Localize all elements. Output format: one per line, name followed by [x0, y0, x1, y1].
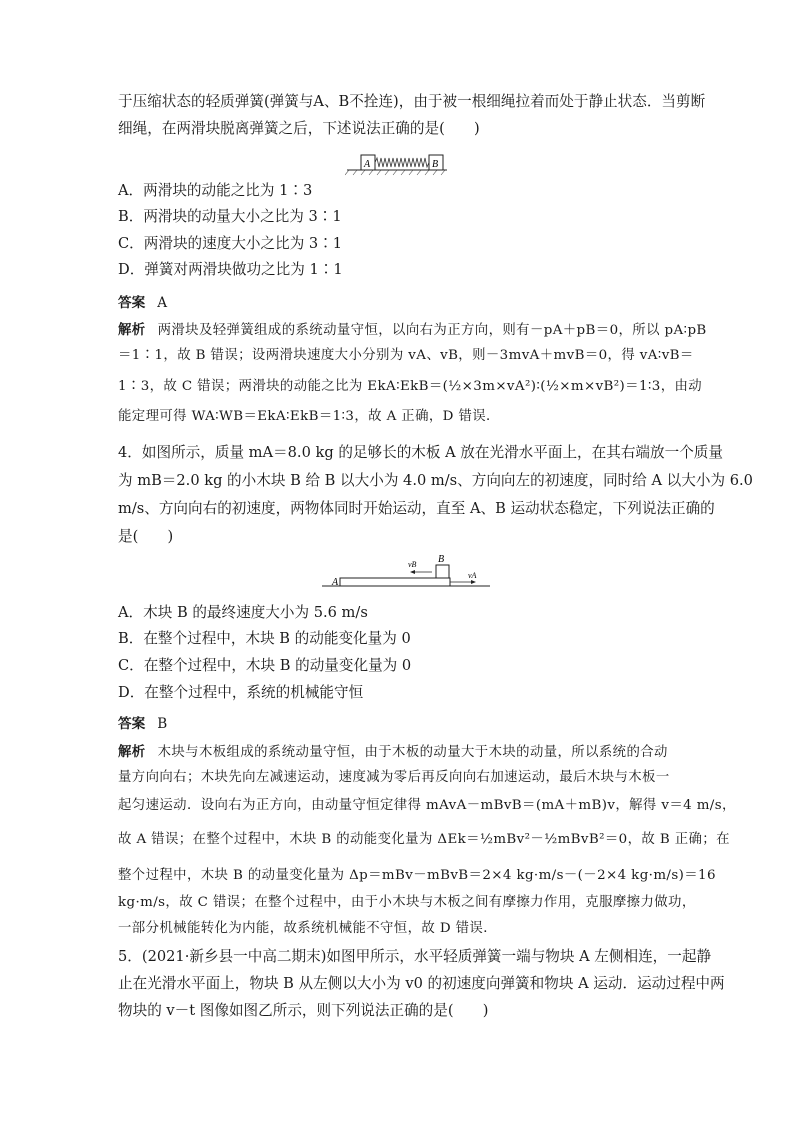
q4-answer-value: B — [157, 716, 168, 732]
q3-explain-line-2: ＝1∶1，故 B 错误；设两滑块速度大小分别为 vA、vB，则－3mvA＋mvB＝0，得 vA∶vB＝ — [118, 348, 694, 363]
q3-answer — [118, 293, 678, 313]
q4-stem-line-3: m/s、方向向右的初速度，两物体同时开始运动，直至 A、B 运动状态稳定，下列说法正确的 — [118, 500, 715, 517]
q4-explain-line-3: 起匀速运动．设向右为正方向，由动量守恒定律得 mAvA－mBvB＝(mA＋mB)v，解得 v＝4 m/s， — [118, 798, 736, 813]
block-b-shape — [436, 565, 449, 578]
board-a-label: A — [332, 577, 339, 588]
q4-answer — [118, 714, 678, 734]
q3-spring-figure — [345, 150, 449, 176]
q4-board-figure — [320, 548, 492, 592]
q4-explain-line-4: 故 A 错误；在整个过程中，木块 B 的动能变化量为 ΔEk＝½mBv²－½mBvB²＝0，故 B 正确；在 — [118, 832, 730, 847]
q3-option-c: C．两滑块的速度大小之比为 3∶1 — [118, 235, 343, 252]
block-a-label: A — [364, 159, 371, 170]
board-a-shape — [340, 578, 450, 586]
q4-explain-line-5: 整个过程中，木块 B 的动量变化量为 Δp＝mBv－mBvB＝2×4 kg·m/s－(－2×4 kg·m/s)＝16 — [118, 868, 716, 883]
q4-explain-line-1: 解析 木块与木板组成的系统动量守恒，由于木板的动量大于木块的动量，所以系统的合动 — [118, 744, 668, 760]
q3-explain-line-1: 解析 两滑块及轻弹簧组成的系统动量守恒，以向右为正方向，则有－pA＋pB＝0，所以 pA∶pB — [118, 322, 707, 338]
block-b-label: B — [438, 554, 445, 565]
spring-shape — [375, 158, 429, 167]
q4-stem-line-4: 是( ) — [118, 528, 174, 545]
q3-explain-label: 解析 — [118, 322, 146, 338]
q4-stem-line-2: 为 mB＝2.0 kg 的小木块 B 给 B 以大小为 4.0 m/s、方向向左的初速度，同时给 A 以大小为 6.0 — [118, 472, 753, 489]
q3-stem-line-2: 细绳，在两滑块脱离弹簧之后，下述说法正确的是( ) — [118, 120, 480, 137]
q3-answer-label: 答案 — [118, 295, 146, 311]
q4-option-c: C．在整个过程中，木块 B 的动量变化量为 0 — [118, 657, 412, 674]
q3-option-b: B．两滑块的动量大小之比为 3∶1 — [118, 208, 342, 225]
q4-answer-label: 答案 — [118, 716, 146, 732]
q4-explain-line-7: 一部分机械能转化为内能，故系统机械能不守恒，故 D 错误． — [118, 921, 498, 936]
q5-stem-line-2: 止在光滑水平面上，物块 B 从左侧以大小为 v0 的初速度向弹簧和物块 A 运动．运动过程中两 — [118, 975, 725, 992]
q3-stem-line-1: 于压缩状态的轻质弹簧(弹簧与A、B不拴连)，由于被一根细绳拉着而处于静止状态．当剪断 — [118, 93, 706, 110]
q4-explain-line-6: kg·m/s，故 C 错误；在整个过程中，由于小木块与木板之间有摩擦力作用，克服摩擦力做功， — [118, 895, 696, 910]
q4-option-a: A．木块 B 的最终速度大小为 5.6 m/s — [118, 604, 368, 621]
q3-explain-line-3: 1∶3，故 C 错误；两滑块的动能之比为 EkA∶EkB＝(½×3m×vA²)∶(½×m×vB²)＝1∶3，由动 — [118, 379, 703, 394]
q4-option-b: B．在整个过程中，木块 B 的动能变化量为 0 — [118, 630, 411, 647]
q5-stem-line-3: 物块的 v－t 图像如图乙所示，则下列说法正确的是( ) — [118, 1002, 489, 1019]
q4-option-d: D．在整个过程中，系统的机械能守恒 — [118, 684, 364, 701]
q3-option-d: D．弹簧对两滑块做功之比为 1∶1 — [118, 261, 343, 278]
q5-stem-line-1: 5．(2021·新乡县一中高二期末)如图甲所示，水平轻质弹簧一端与物块 A 左侧相连，一起静 — [118, 948, 712, 965]
q3-option-a: A．两滑块的动能之比为 1∶3 — [118, 182, 313, 199]
block-b-label: B — [432, 159, 439, 170]
q3-answer-value: A — [157, 295, 168, 311]
q4-stem-line-1: 4．如图所示，质量 mA＝8.0 kg 的足够长的木板 A 放在光滑水平面上，在其右端放一个质量 — [118, 444, 723, 461]
q4-explain-line-2: 量方向向右；木块先向左减速运动，速度减为零后再反向向右加速运动，最后木块与木板一 — [118, 770, 670, 785]
va-label: vA — [468, 571, 477, 580]
q3-explain-line-4: 能定理可得 WA∶WB＝EkA∶EkB＝1∶3，故 A 正确，D 错误． — [118, 409, 500, 424]
q4-explain-label: 解析 — [118, 744, 146, 760]
vb-label: vB — [408, 560, 417, 569]
